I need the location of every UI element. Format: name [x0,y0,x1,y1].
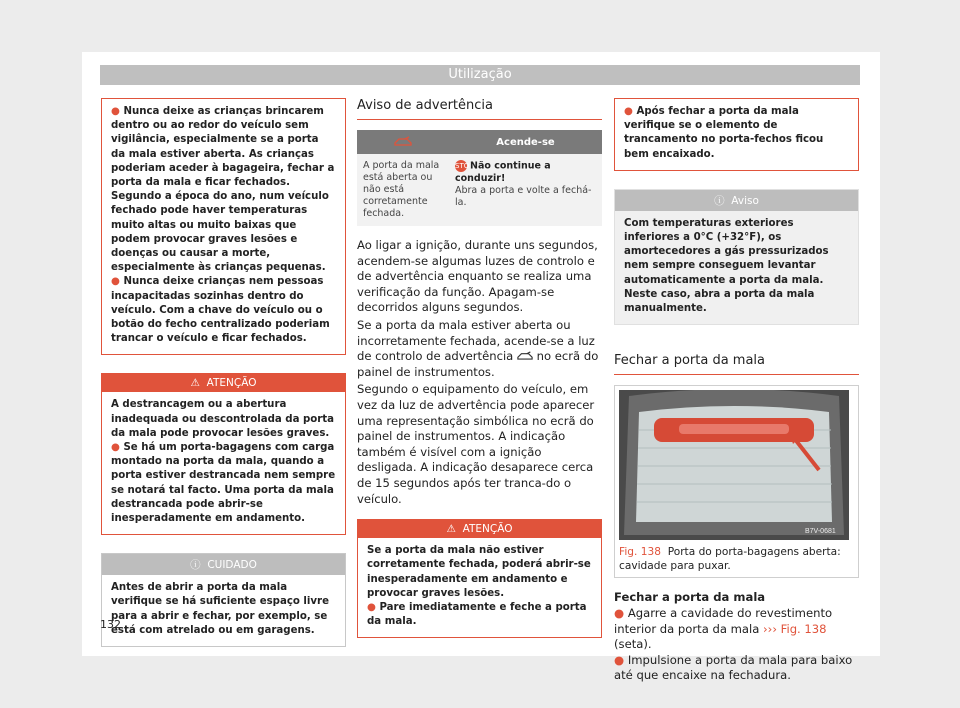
page-header: Utilização [100,65,860,85]
table-header-lights: Acende-se [449,130,602,154]
note-box [614,189,859,325]
table-cell-condition: A porta da mala está aberta ou não está corretamente fechada. [357,154,449,226]
info-icon: ⓘ [714,194,725,207]
subheading: Fechar a porta da mala [614,590,766,605]
column-1 [101,98,346,647]
warning-item: ● Após fechar a porta da mala verifique se o elemento de trancamento no porta-fechos ficou bem encaixado. [624,106,824,160]
box-title: ⚠ ATENÇÃO [102,374,345,392]
figure-code: B7V-0681 [805,528,836,536]
figure [614,385,859,578]
warning-triangle-icon: ⚠ [190,377,200,390]
table-cell-action: STOP Não continue a conduzir! Abra a porta e volte a fechá-la. [449,154,602,226]
warning-box-attention-2 [357,519,602,638]
column-3 [614,98,859,684]
box-title: ⓘ Aviso [615,190,858,211]
stop-icon: STOP [455,162,474,170]
box-title: ⚠ ATENÇÃO [358,520,601,538]
table-header-icon [357,130,449,154]
paragraph: Ao ligar a ignição, durante uns segundos, acendem-se algumas luzes de controlo e de advertência enquanto se realiza uma verificação da função. Apagam-se decorridos alguns segundos. [357,238,598,315]
trunk-open-icon [517,351,533,360]
box-title: ⓘ CUIDADO [102,554,345,575]
warning-box-latch [614,98,859,171]
warning-triangle-icon: ⚠ [446,523,456,536]
warning-item: ● Nunca deixe crianças nem pessoas incapacitadas sozinhas dentro do veículo. Com a chave do veículo ou o botão do fecho centralizado poderiam trancar o veículo e ficar fechados. [111,276,330,345]
warning-item: ● Nunca deixe as crianças brincarem dentro ou ao redor do veículo sem vigilância, especialmente se a porta da mala estiver aberta. As crianças poderiam aceder à bagageira, fechar a porta da mala e ficar fechados. Segundo a época do ano, num veículo fechado pode haver temperaturas muito altas ou muito baixas que podem provocar graves lesões e doenças ou causar a morte, especialmente às crianças pequenas. [111,106,335,274]
warning-box-children [101,98,346,355]
page-number: 132 [100,618,121,631]
warning-table [357,130,602,226]
paragraph: Se a porta da mala estiver aberta ou incorretamente fechada, acende-se a luz de controlo de advertência no ecrã do painel de instrumentos. [357,317,599,379]
section-title: Aviso de advertência [357,98,602,120]
paragraph: Segundo o equipamento do veículo, em vez da luz de advertência pode aparecer uma representação simbólica no ecrã do painel de instrumentos. A indicação também é visível com a ignição desligada. A indicação desaparece cerca de 15 segundos após ter tranca-do o veículo. [357,382,595,506]
column-2 [357,98,602,638]
caution-box [101,553,346,647]
trunk-door-illustration [619,390,849,540]
instructions [614,590,859,684]
box-text: A destrancagem ou a abertura inadequada ou descontrolada da porta da mala pode provocar lesões graves. [111,399,335,439]
instruction-item: ● Impulsione a porta da mala para baixo até que encaixe na fechadura. [614,652,853,683]
box-text: Com temperaturas exteriores inferiores a 0°C (+32°F), os amortecedores a gás pressurizados nem sempre conseguem levantar automaticamente a porta da mala. Neste caso, abra a porta da mala manualmente. [624,217,829,315]
box-text: Se a porta da mala não estiver corretamente fechada, poderá abrir-se inesperadamente em andamento e provocar graves lesões. [367,545,591,599]
warning-item: ● Se há um porta-bagagens com carga montado na porta da mala, quando a porta estiver destrancada nem sempre se notará tal facto. Uma porta da mala destrancada pode abrir-se inesperadamente em andamento. [111,442,336,525]
warning-box-attention [101,373,346,535]
section-title: Fechar a porta da mala [614,353,859,375]
instruction-item: ● Agarre a cavidade do revestimento interior da porta da mala ››› Fig. 138 (seta). [614,606,833,652]
caution-circle-icon: ⓘ [190,559,201,572]
box-text: Antes de abrir a porta da mala verifique se há suficiente espaço livre para a abrir e fechar, por exemplo, se está com atrelado ou em garagens. [111,582,329,636]
figure-caption: Fig. 138 Porta do porta-bagagens aberta: cavidade para puxar. [619,546,841,572]
warning-item: ● Pare imediatamente e feche a porta da mala. [367,601,587,628]
trunk-open-icon [394,136,412,146]
body-text [357,238,602,507]
